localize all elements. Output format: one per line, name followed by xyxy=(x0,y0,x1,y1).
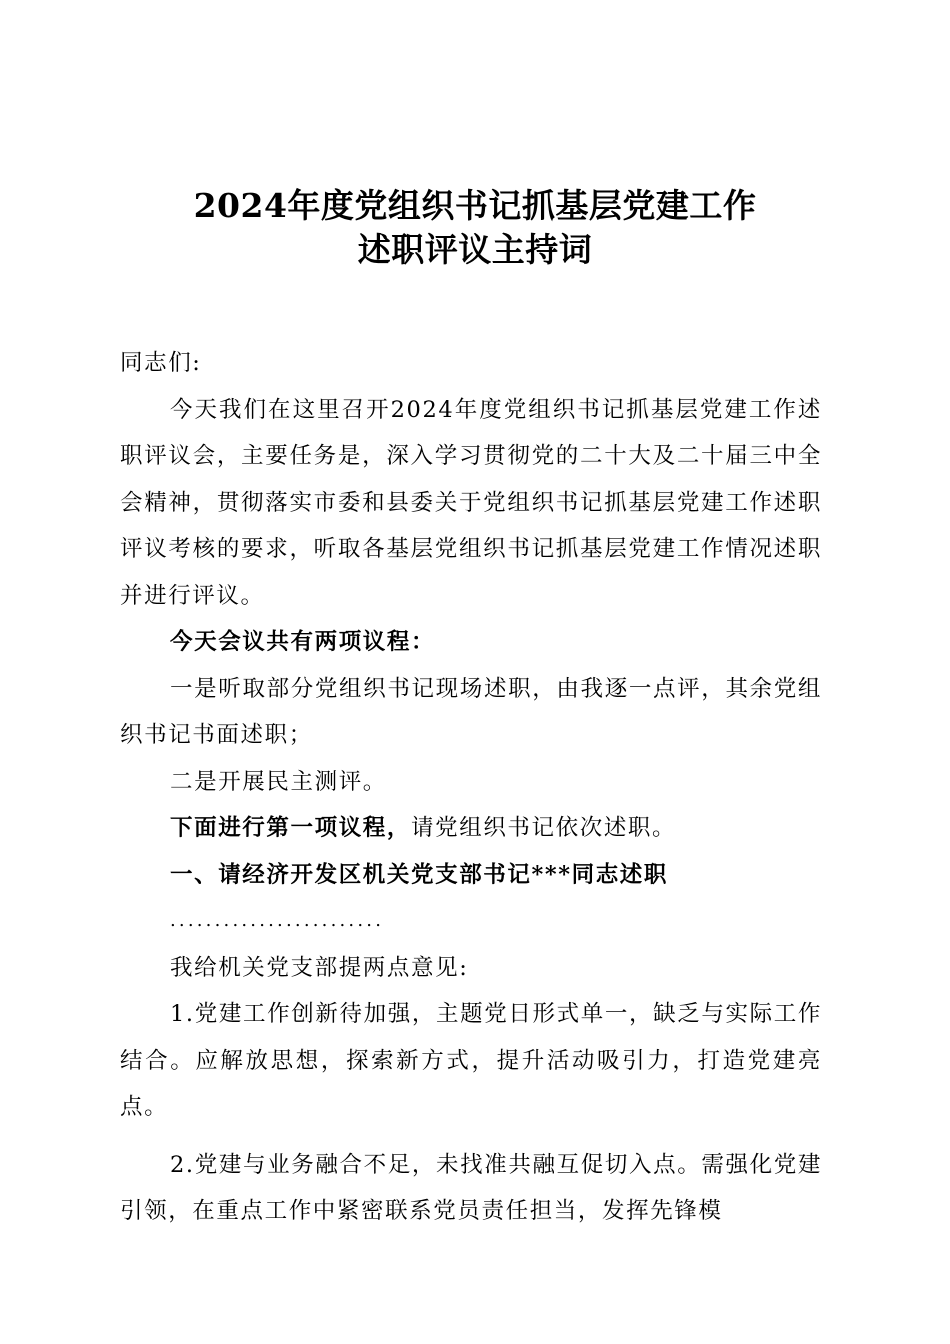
salutation: 同志们: xyxy=(120,350,202,376)
comment-2: 2.党建与业务融合不足，未找准共融互促切入点。需强化党建引领，在重点工作中紧密联系党员责任担当，发挥先锋模 xyxy=(120,1151,822,1224)
comments-intro: 我给机关党支部提两点意见: xyxy=(170,954,469,981)
document-title-line2: 述职评议主持词 xyxy=(357,230,593,269)
first-agenda-rest: 请党组织书记依次述职。 xyxy=(411,815,677,841)
first-agenda-line xyxy=(120,805,822,852)
agenda-heading: 今天会议共有两项议程： xyxy=(170,629,436,655)
document-title-line1: 2024年度党组织书记抓基层党建工作 xyxy=(193,186,757,225)
agenda-item-2: 二是开展民主测评。 xyxy=(170,768,387,795)
first-agenda-bold: 下面进行第一项议程， xyxy=(170,815,412,841)
paragraph-gap xyxy=(120,1131,822,1142)
speaker-1-heading: 一、请经济开发区机关党支部书记***同志述职 xyxy=(170,861,668,888)
comment-1: 1.党建工作创新待加强，主题党日形式单一，缺乏与实际工作结合。应解放思想，探索新方式，提升活动吸引力，打造党建亮点。 xyxy=(120,1001,822,1120)
intro-paragraph: 今天我们在这里召开2024年度党组织书记抓基层党建工作述职评议会，主要任务是，深入学习贯彻党的二十大及二十届三中全会精神，贯彻落实市委和县委关于党组织书记抓基层党建工作述职评议考核的要求，听取各基层党组织书记抓基层党建工作情况述职并进行评议。 xyxy=(120,396,822,609)
document-body xyxy=(120,340,822,1235)
ellipsis-line: ........................ xyxy=(170,910,385,931)
agenda-item-1: 一是听取部分党组织书记现场述职，由我逐一点评，其余党组织书记书面述职； xyxy=(120,675,822,748)
